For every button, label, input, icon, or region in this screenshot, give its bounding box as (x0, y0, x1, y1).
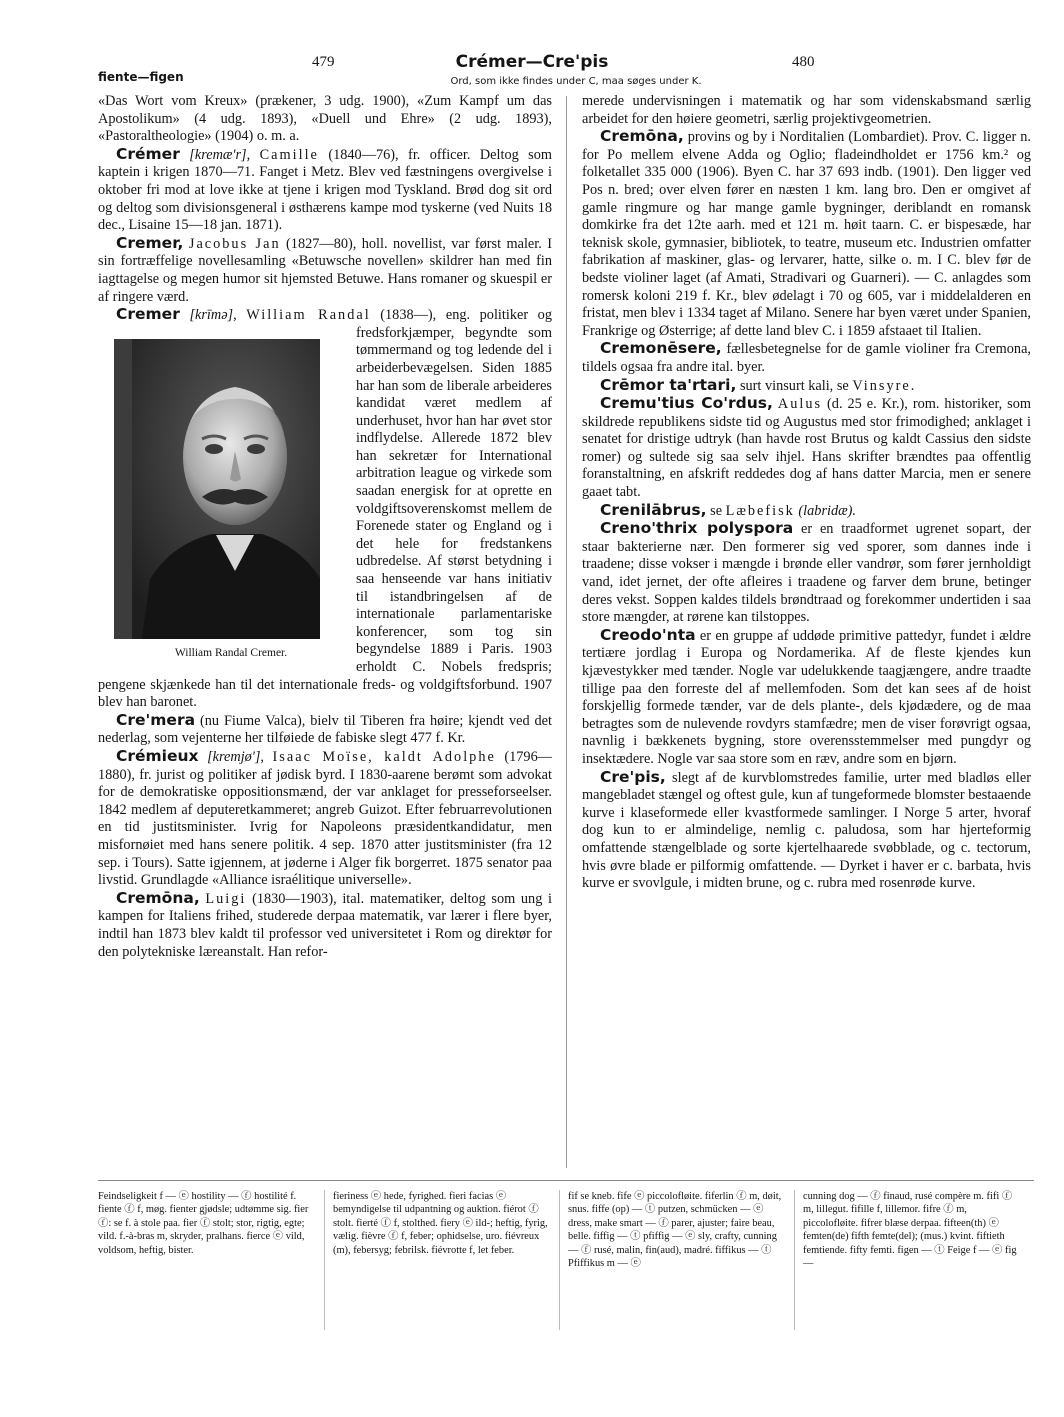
entry-text: slegt af de kurvblomstredes familie, urter med bladløs eller mangebladet stængel og oftest gule, kun af tungeformede blomster bestaaende kurve i klaseformede eller kvastformede samlinger. I Norge 5 arter, hvoraf dog kun to er almindelige, nemlig c. paludosa, som har hjerteformig omfattende stængelblade og sorte kjertelhaarede svøbblade, og c. tectorum, hvis øvre blade er pilformig omfattende. — Dyrket i haver er c. barbata, hvis kurve er svovlgule, i midten brune, og c. rubra med rosenrøde kurve. (582, 769, 1031, 892)
entry-text: se (710, 502, 723, 519)
headword: Cremōna, (600, 127, 684, 146)
headword: Cremonēsere, (600, 339, 722, 358)
portrait-caption: William Randal Cremer. (174, 646, 288, 659)
entry-cremieux (98, 748, 552, 890)
right-column (582, 93, 1031, 1183)
running-head: Crémer—Cre'pis (455, 52, 609, 72)
footer-column-2: fieriness ⓔ hede, fyrighed. fieri facias ⓔ bemyndigelse til udpantning og auktion. fiérot ⓕ stolt. fierté ⓕ f, stolthed. fiery ⓔ ild-; heftig, fyrig, vælig. fièvre ⓕ f, feber; ophidselse, uro. fiévreux (m), febersyg; febrilsk. fiévrotte f, let feber. (333, 1190, 560, 1330)
header-note: Ord, som ikke findes under C, maa søges under K. (450, 76, 702, 87)
entry-cremonesere (582, 340, 1031, 376)
entry-creodonta (582, 627, 1031, 769)
entry-cremer-jacobus (98, 235, 552, 306)
entry-cremona-luigi (98, 890, 552, 961)
continued-text: merede undervisningen i matematik og har som videnskabsmand særlig arbeidet for den høiere geometri, særlig projektivgeometrien. (582, 93, 1031, 127)
entry-text: fællesbetegnelse for de gamle violiner fra Cremona, tildels ogsaa fra andre ital. byer. (582, 341, 1031, 375)
entry-text: er en gruppe af uddøde primitive pattedyr, fundet i ældre tertiære jordlag i Europa og Nordamerika. Af de fleste kjendes kun kjævestykker med tænder. Nogle var udelukkende taagjængere, andre traadte tillige paa den forreste del af mellemfoden. Som det kan sees af de hoist forskjellig formede tænder, var de dels plante-, dels kjødædere, og de maa betragtes som de nulevende rovdyrs stamfædre; men de viser forøvrigt ogsaa, navnlig i bækkenets bygning, store overensstemmelser med pungdyr og insektædere. Nogle var saa store som en ræv, andre som en bjørn. (582, 627, 1031, 767)
footer-column-1: Feindseligkeit f — ⓔ hostility — ⓕ hostilité f. fiente ⓕ f, møg. fienter gjødsle; udtømme sig. fier ⓕ: se f. à stole paa. fier ⓕ stolt; stor, rigtig, egte; vild. f.-à-bras m, skryder, pralhans. fierce ⓔ vild, voldsom, heftig, bister. (98, 1190, 325, 1330)
portrait-illustration (132, 339, 320, 639)
headword: Cremer (116, 305, 180, 324)
headword: Crémieux (116, 746, 199, 765)
headword: Cremu'tius Co'rdus, (600, 394, 773, 413)
entry-text: (d. 25 e. Kr.), rom. historiker, som skildrede republikens sidste tid og Augustus med stor frimodighed; anklaget i senatet for dristige udtryk (han havde rost Brutus og kaldt Cassius den sidste romer) og sultede sig saa selv ihjel. Hans skrifter brændtes paa offentlig foranstaltning, en afskrift reddedes dog af hans datter Marcia, men er senere gaaet tabt. (582, 396, 1031, 501)
entry-text: (1830—1903), ital. matematiker, deltog som ung i kampen for Italiens frihed, studerede derpaa matematik, var lærer i flere byer, indtil han 1873 blev kaldt til professor ved universitetet i Rom og direktør for den polytekniske læreanstalt. Han refor- (98, 890, 552, 960)
cross-reference: Vinsyre. (852, 377, 917, 394)
continued-text: «Das Wort vom Kreux» (prækener, 3 udg. 1900), «Zum Kampf um das Apostolikum» (4 udg. 1893), «Duell und Ehre» (2 udg. 1893), «Pastoraltheologie» (1904) o. m. a. (98, 93, 552, 145)
dictionary-footer (98, 1190, 1034, 1330)
headword: Cre'mera (116, 710, 196, 729)
footer-divider (98, 1180, 1034, 1181)
footer-column-3: fif se kneb. fife ⓔ piccolofløite. fiferlin ⓕ m, døit, snus. fiffe (op) — ⓣ putzen, schmücken — ⓔ dress, make smart — ⓕ parer, ajuster; faire beau, belle. fiffig — ⓣ pfiffig — ⓔ sly, crafty, cunning — ⓕ rusé, malin, fin(aud), madré. fiffikus — ⓣ Pfiffikus m — ⓔ (568, 1190, 795, 1330)
headword: Creno'thrix polyspora (600, 519, 794, 538)
entry-text: (1796—1880), fr. jurist og politiker af jødisk byrd. I 1830-aarene berømt som advokat for de demokratiske oppositionsmænd, der var anklaget for presseforseelser. 1842 medlem af deputeretkammeret; angreb Guizot. Efter februarrevolutionen en tid justitsminister. Ivrig for Napoleons præsidentkandidatur, men misfornøiet med hans senere politik. 4 sep. 1870 atter justitsminister (fra 12 sep. i Tours). Satte igjennem, at jøderne i Alger fik borgerret. 1875 senator paa livstid. Grundlagde «Alliance israélitique universelle». (98, 748, 552, 889)
entry-text: (1827—80), holl. novellist, var først maler. I sin fortræffelige novellesamling «Betuwsche novellen» skildrer han med fin iagttagelse og megen humor sit hjemsted Betuwe. Hans romaner og skuespil er af ringere værd. (98, 235, 552, 305)
entry-cremor-tartari (582, 377, 1031, 396)
pronunciation: [kremæ'r], (189, 146, 251, 163)
page-number-right: 480 (792, 54, 815, 70)
headword: Crémer (116, 144, 180, 163)
entry-text: er en traadformet ugrenet sopart, der staar bakterierne nær. Den formerer sig ved sporer, som dannes inde i traadene; disse vokser i mængde i brønde eller vandrør, som fører jernholdigt vand, idet jernet, der ofte afleires i traadene og farver dem brune, betinger deres vekst. Soppen kaldes tildels brøndtraad og forekommer undertiden i saa store mængder, at rørene kan tilstoppes. (582, 521, 1031, 626)
pronunciation: [kremjø'], (207, 748, 265, 765)
person-name: William Randal (246, 307, 371, 324)
entry-crepis (582, 769, 1031, 893)
headword: Crenilābrus, (600, 500, 707, 519)
person-name: Isaac Moïse, kaldt Adolphe (272, 748, 496, 765)
footer-column-4: cunning dog — ⓕ finaud, rusé compère m. fifi ⓕ m, lillegut. fifille f, lillemor. fifre ⓕ m, piccolofløite. fifrer blæse derpaa. fifteen(th) ⓔ femten(de) fifth femte(del); (mus.) kvint. fiftieth femtiende. fifty femti. figen — ⓣ Feige f — ⓔ fig — (803, 1191, 1017, 1270)
guide-words: fiente—figen (98, 70, 184, 84)
entry-cremer-camille (98, 146, 552, 235)
page-number-left: 479 (312, 54, 335, 70)
person-name: Luigi (205, 890, 247, 907)
entry-cremona-province (582, 128, 1031, 340)
entry-text: (1838—), eng. politiker og fredsforkjæmper, begyndte som tømmermand og tog ledende del i arbeiderbevægelsen. Siden 1885 har han som de liberale arbeideres kandidat været medlem af underhuset, hvor han har øvet stor indflydelse. Allerede 1872 blev han sekretær for International arbitration league og virkede som saadan energisk for at oprette en voldgiftsoverenskomst mellem de Forenede stater og England og i det hele for fredstankens udbredelse. Af størst betydning i saa henseende var hans initiativ til istandbringelsen af de internationale parlamentariske konferencer, som tog sin begyndelse 1889 i Paris. 1903 erholdt C. Nobels fredspris; pengene skjænkede han til det internationale freds- og voldgiftsforbund. 1907 blev han baronet. (98, 307, 552, 711)
latin-name: (labridæ). (798, 502, 857, 519)
entry-crenothrix (582, 520, 1031, 627)
cross-reference: Læbefisk (725, 502, 795, 519)
entry-text: (nu Fiume Valca), bielv til Tiberen fra høire; kjendt ved det nederlag, som vejenterne her tilføiede de fabiske slegt 477 f. Kr. (98, 712, 552, 747)
person-name: Aulus (777, 396, 823, 413)
entry-cremutius-cordus (582, 395, 1031, 502)
entry-text: provins og by i Norditalien (Lombardiet). Prov. C. ligger n. for Po mellem elvene Adda og Oglio; fladeindholdet er 1756 km.² og folketallet 335 000 (1906). Byen C. har 37 693 indb. (1901). Den ligger ved Pos n. bred; over elven fører en næsten 1 km. lang bro. Den er omgivet af gamle ringmure og har mange gamle bygninger, deriblandt en romansk domkirke fra det 12te aarh. med et 121 m. høit taarn. C. er bispesæde, har teknisk skole, gymnasier, bibliotek, to teatre, museum etc. Industrien omfatter fabrikation af maskiner, glas- og lervarer, hatte, silke o. m. I C. blev før de bedste violiner laget (af Amati, Stradivari og Guarneri). — C. anlagdes som romersk koloni 219 f. Kr., blev ødelagt i 70 og 605, var i middelalderen en fristat, men blev i 1334 taget af Milano. Senere har byen været under Spanien, Frankrige og Østerrige; af dette land blev C. i 1859 afstaaet til Italien. (582, 129, 1031, 339)
person-name: Jacobus Jan (188, 235, 281, 252)
entry-cremer-william (98, 306, 552, 712)
portrait-figure (98, 339, 346, 663)
person-name: Camille (259, 146, 319, 163)
headword: Cre'pis, (600, 767, 666, 786)
portrait-photo (114, 339, 320, 639)
entry-crenilabrus (582, 502, 1031, 521)
entry-text: (1840—76), fr. officer. Deltog som kaptein i krigen 1870—71. Fanget i Metz. Blev ved fæstningens overgivelse i oktober fri mod at love ikke at tjene i krigen mod Tyskland. Brød dog sit ord og deltog som divisionsgeneral i østhærens kampe mod tyskerne (ved Nuits 18 dec., Lisaine 15—18 jan. 1871). (98, 146, 552, 234)
pronunciation: [krīmə], (189, 307, 237, 324)
entry-text: surt vinsurt kali, se (739, 377, 849, 394)
headword: Cremōna, (116, 888, 200, 907)
left-column (98, 93, 552, 1173)
headword: Cremer, (116, 233, 184, 252)
headword: Creodo'nta (600, 625, 696, 644)
headword: Crēmor ta'rtari, (600, 375, 737, 394)
entry-cremera (98, 712, 552, 748)
column-divider (566, 96, 567, 1168)
